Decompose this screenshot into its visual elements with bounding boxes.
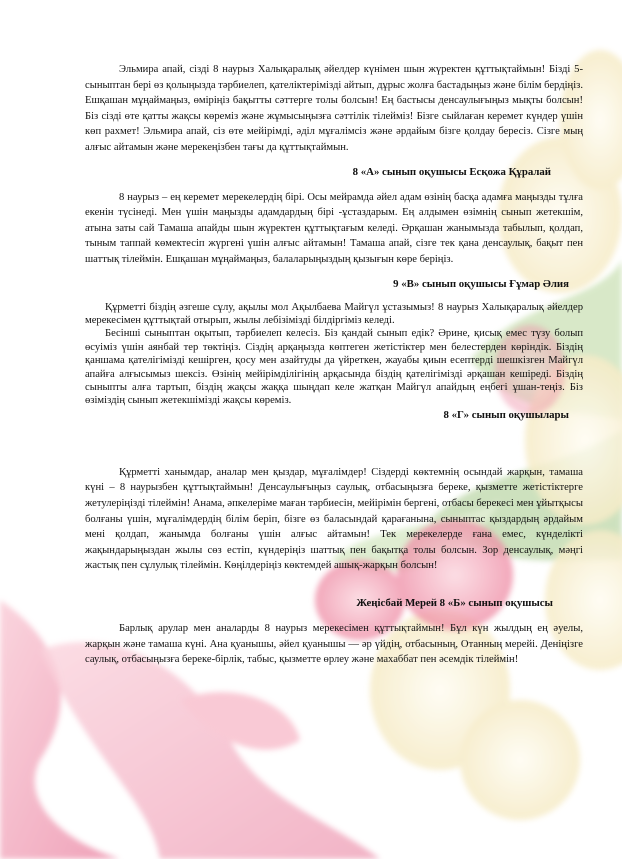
greeting-paragraph-3: Құрметті біздің әзгеше сұлу, ақылы мол Ақылбаева Майгүл ұстазымыз! 8 наурыз Халықаралық әйелдер мерекесімен құттықтай отырып, жылы лебізімізді білдіргіміз келеді. — [85, 301, 583, 326]
greeting-paragraph-1: Эльмира апай, сізді 8 наурыз Халықаралық әйелдер күнімен шын жүректен құттықтаймын! Бізді 5-сыныптан бері өз қолыңызда тәрбиелеп, қателіктерімізді айтып, дұрыс жолға бастадыңыз және білім бердіңіз. Ешқашан мұңаймаңыз, өміріңіз бақытты сәттерге толы болсын! Ең бастысы денсаулығыңыз мықты болсын! Біз сізді өте қатты жақсы көреміз және жұмысыңызға сәттілік тілейміз! Бізге сыйлаған керемет күндер үшін көп рахмет! Эльмира апай, сіз өте мейірімді, әділ мұғалімсіз және әрдайым бізге қолдау бересіз. Сізге мың алғыс айтамын және мерекеңізбен тағы да құттықтаймын. — [85, 64, 583, 153]
signature-3: 8 «Г» сынып оқушылары — [443, 408, 569, 421]
greeting-paragraph-4: Бесінші сыныптан оқытып, тәрбиелеп келесіз. Біз қандай сынып едік? Әрине, қисық емес түзу болып өсуіміз үшін аянбай тер төктіңіз. Сіздің арқаңызда көптеген жетістіктер мен белестерден көріндік. Біздің қаншама қателігімізді кешірген, қосу мен азайтуды да үйреткен, жауабы қиын есептерді шешкізген Майгүл апайға алғысымыз шексіз. Өзінің мейірімділігінің арқасында біздің қателігімізді әрқашан кешіреді. Біздің сыныпты алға тартып, біздің жақсы жаққа шыңдап келе жатқан Майгүл апайдың еңбегі ұшан-теңіз. Біз өзіміздің сынып жетекшімізді жақсы көреміз. — [85, 328, 583, 407]
greeting-paragraph-6: Барлық арулар мен аналарды 8 наурыз мерекесімен құттықтаймын! Бұл күн жылдың ең әуелы, жарқын және тамаша күні. Ана қуанышы, әйел қуанышы — әр үйдің, отбасының, Отанның мерейі. Деніңізге саулық, отбасыңызға береке-бірлік, табыс, қызметте өрлеу және махаббат пен әсемдік тілеймін! — [85, 622, 583, 666]
signature-1: 8 «А» сынып оқушысы Есқожа Құралай — [352, 165, 551, 178]
greeting-paragraph-5: Құрметті ханымдар, аналар мен қыздар, мұғалімдер! Сіздерді көктемнің осындай жарқын, тамаша күні – 8 наурызбен құттықтаймын! Денсаулығыңыз саулық, отбасыңызға береке, қызметте жетістіктерге жетулеріңізді тілеймін! Анама, әпкелеріме маған тәрбиесін, мейірімін бергені, отбасы берекесі мен ұйытқысы болғаны үшін, мұғалімдердің білім беріп, бізге өз баласындай қарағанына, сыныптас қыздардың әрдайым мені қолдап, жанымда болғаны үшін алғыс айтамын! Тек мерекелерде ғана емес, күнделікті жақындарыңыздан жылы сөз естіп, күндеріңіз шаттық пен бақытқа толы болсын. Зор денсаулық, мәңгі жастық пен сұлулық тілеймін. Көңілдеріңіз көктемдей ашық-жарқын болсын! — [85, 466, 583, 572]
letter-page — [85, 62, 583, 668]
signature-2: 9 «В» сынып оқушысы Ғұмар Әлия — [393, 277, 569, 290]
signature-4: Жеңісбай Мерей 8 «Б» сынып оқушысы — [356, 596, 553, 609]
greeting-paragraph-2: 8 наурыз – ең керемет мерекелердің бірі. Осы мейрамда әйел адам өзінің басқа адамға маңызды тұлға екенін түсінеді. Мен үшін маңызды адамдардың бірі -ұстаздарым. Ең алдымен өзімнің сынып жетекшім, атына заты сай Тамаша апайды шын жүректен құттықтағым келеді. Әрқашан жанымызда табылып, қолдап, тыным таппай көмектесіп жүргені үшін алғыс айтамын! Тамаша апай, сізге тек қана денсаулық, бақыт пен шаттық тілеймін. Ешқашан мұңаймаңыз, балаларыңыздың қызығын көре беріңіз. — [85, 191, 583, 265]
